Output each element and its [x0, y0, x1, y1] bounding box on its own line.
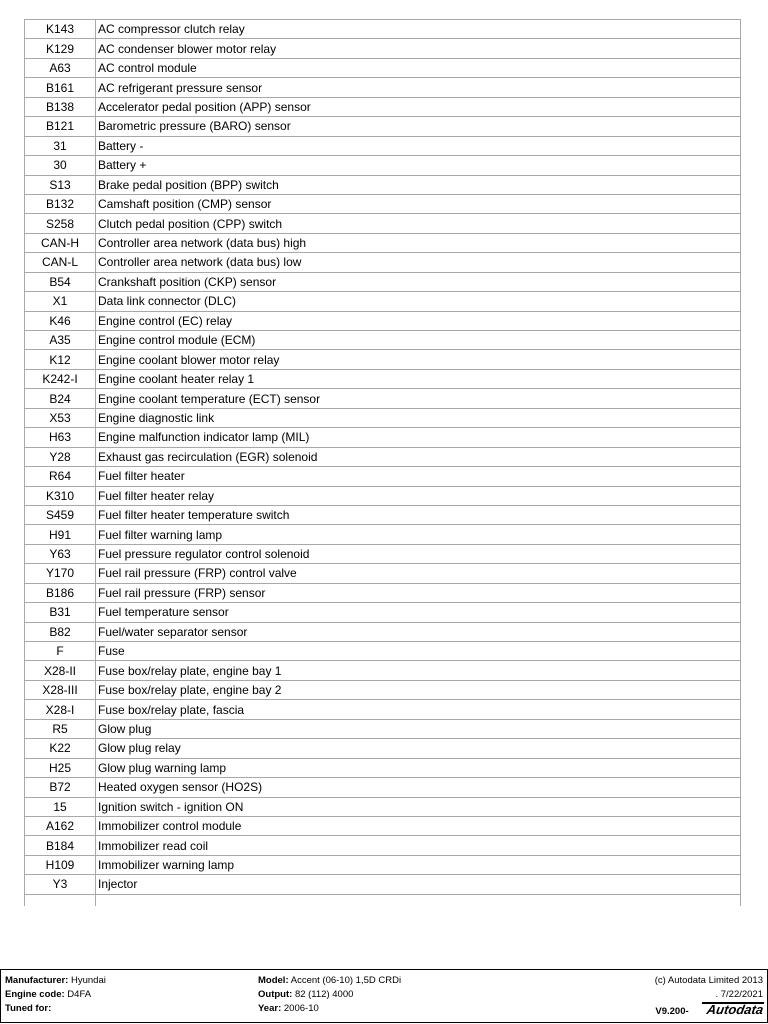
manufacturer-label: Manufacturer:: [5, 975, 69, 986]
component-code: B161: [25, 78, 96, 97]
table-row: [25, 20, 741, 39]
model-value: Accent (06-10) 1,5D CRDi: [290, 975, 402, 986]
footer-publisher-info: [655, 974, 763, 1016]
component-description: Clutch pedal position (CPP) switch: [96, 214, 741, 233]
version-label: V9.200-: [655, 1006, 689, 1017]
table-row: [25, 233, 741, 252]
component-code: X1: [25, 292, 96, 311]
table-row: [25, 39, 741, 58]
component-description: Engine malfunction indicator lamp (MIL): [96, 428, 741, 447]
footer-output: [258, 988, 401, 1002]
component-description: AC refrigerant pressure sensor: [96, 78, 741, 97]
component-description: Fuel filter heater temperature switch: [96, 505, 741, 524]
component-code: Y63: [25, 544, 96, 563]
table-row: [25, 253, 741, 272]
component-code: B31: [25, 603, 96, 622]
table-row: [25, 78, 741, 97]
component-code: B54: [25, 272, 96, 291]
component-code: Y170: [25, 564, 96, 583]
table-row: [25, 136, 741, 155]
component-code: K12: [25, 350, 96, 369]
component-description: Fuse box/relay plate, engine bay 1: [96, 661, 741, 680]
component-code: S258: [25, 214, 96, 233]
component-description: Controller area network (data bus) high: [96, 233, 741, 252]
table-row: [25, 680, 741, 699]
table-row: [25, 622, 741, 641]
table-row: [25, 272, 741, 291]
table-row: [25, 467, 741, 486]
component-description: [96, 894, 741, 906]
component-description: Engine coolant heater relay 1: [96, 369, 741, 388]
component-description: Engine coolant blower motor relay: [96, 350, 741, 369]
component-code: [25, 894, 96, 906]
component-description: Engine control module (ECM): [96, 331, 741, 350]
year-label: Year:: [258, 1003, 282, 1014]
table-row: [25, 816, 741, 835]
component-legend-table: [24, 19, 741, 906]
component-description: Immobilizer control module: [96, 816, 741, 835]
table-row: [25, 331, 741, 350]
component-code: K129: [25, 39, 96, 58]
table-row: [25, 700, 741, 719]
table-row: [25, 214, 741, 233]
component-code: R5: [25, 719, 96, 738]
component-code: B138: [25, 97, 96, 116]
table-row: [25, 389, 741, 408]
component-code: A63: [25, 58, 96, 77]
component-description: Accelerator pedal position (APP) sensor: [96, 97, 741, 116]
table-row: [25, 292, 741, 311]
component-code: S13: [25, 175, 96, 194]
engine-code-value: D4FA: [67, 989, 92, 1000]
table-row: [25, 408, 741, 427]
component-code: B132: [25, 194, 96, 213]
footer-year: [258, 1002, 401, 1016]
year-value: 2006-10: [283, 1003, 319, 1014]
component-description: Fuel filter warning lamp: [96, 525, 741, 544]
engine-code-label: Engine code:: [5, 989, 65, 1000]
component-description: Ignition switch - ignition ON: [96, 797, 741, 816]
table-row: [25, 758, 741, 777]
component-description: Fuel temperature sensor: [96, 603, 741, 622]
table-row: [25, 369, 741, 388]
table-row: [25, 875, 741, 894]
component-description: Exhaust gas recirculation (EGR) solenoid: [96, 447, 741, 466]
component-description: Immobilizer read coil: [96, 836, 741, 855]
model-label: Model:: [258, 975, 289, 986]
table-row: [25, 642, 741, 661]
table-row: [25, 564, 741, 583]
output-label: Output:: [258, 989, 293, 1000]
component-description: Battery -: [96, 136, 741, 155]
footer-vehicle-info: [5, 974, 106, 1016]
table-row: [25, 175, 741, 194]
component-code: B82: [25, 622, 96, 641]
table-row: [25, 194, 741, 213]
component-code: F: [25, 642, 96, 661]
component-code: CAN-L: [25, 253, 96, 272]
component-description: Battery +: [96, 156, 741, 175]
component-code: 30: [25, 156, 96, 175]
component-description: Barometric pressure (BARO) sensor: [96, 117, 741, 136]
component-description: Crankshaft position (CKP) sensor: [96, 272, 741, 291]
component-code: CAN-H: [25, 233, 96, 252]
component-code: X28-II: [25, 661, 96, 680]
footer-version-logo: [655, 1002, 763, 1016]
component-description: AC compressor clutch relay: [96, 20, 741, 39]
component-code: 31: [25, 136, 96, 155]
component-code: K242-I: [25, 369, 96, 388]
table-row: [25, 661, 741, 680]
table-row: [25, 505, 741, 524]
table-row: [25, 447, 741, 466]
component-description: Controller area network (data bus) low: [96, 253, 741, 272]
component-code: H91: [25, 525, 96, 544]
component-description: Engine diagnostic link: [96, 408, 741, 427]
component-description: Glow plug relay: [96, 739, 741, 758]
component-description: Fuel/water separator sensor: [96, 622, 741, 641]
component-description: AC control module: [96, 58, 741, 77]
component-description: Heated oxygen sensor (HO2S): [96, 778, 741, 797]
component-description: Fuel filter heater: [96, 467, 741, 486]
component-description: Fuel pressure regulator control solenoid: [96, 544, 741, 563]
footer-tuned-for: [5, 1002, 106, 1016]
footer-engine-code: [5, 988, 106, 1002]
table-row: [25, 583, 741, 602]
component-code: B121: [25, 117, 96, 136]
component-code: K22: [25, 739, 96, 758]
component-code: B24: [25, 389, 96, 408]
component-code: 15: [25, 797, 96, 816]
component-description: Fuel rail pressure (FRP) sensor: [96, 583, 741, 602]
component-code: H25: [25, 758, 96, 777]
component-description: Fuel rail pressure (FRP) control valve: [96, 564, 741, 583]
component-description: Fuse: [96, 642, 741, 661]
footer-model: [258, 974, 401, 988]
component-code: R64: [25, 467, 96, 486]
autodata-logo: Autodata: [699, 1002, 764, 1016]
table-row: [25, 525, 741, 544]
component-code: Y28: [25, 447, 96, 466]
table-row: [25, 486, 741, 505]
component-description: Camshaft position (CMP) sensor: [96, 194, 741, 213]
table-row: [25, 855, 741, 874]
component-description: Fuse box/relay plate, fascia: [96, 700, 741, 719]
copyright-text: (c) Autodata Limited 2013: [654, 975, 763, 986]
output-value: 82 (112) 4000: [294, 989, 354, 1000]
component-code: A162: [25, 816, 96, 835]
component-code: K310: [25, 486, 96, 505]
component-code: X53: [25, 408, 96, 427]
table-row: [25, 603, 741, 622]
component-code: H109: [25, 855, 96, 874]
tuned-for-label: Tuned for:: [5, 1003, 52, 1014]
print-date: . 7/22/2021: [715, 989, 763, 1000]
component-description: Engine control (EC) relay: [96, 311, 741, 330]
component-code: A35: [25, 331, 96, 350]
table-row: [25, 350, 741, 369]
component-description: Glow plug: [96, 719, 741, 738]
footer-model-info: [258, 974, 401, 1016]
component-code: X28-III: [25, 680, 96, 699]
manufacturer-value: Hyundai: [70, 975, 106, 986]
component-code: H63: [25, 428, 96, 447]
component-description: Injector: [96, 875, 741, 894]
component-description: Fuse box/relay plate, engine bay 2: [96, 680, 741, 699]
table-row: [25, 428, 741, 447]
table-row: [25, 117, 741, 136]
table-row: [25, 544, 741, 563]
footer-manufacturer: [5, 974, 106, 988]
component-description: Immobilizer warning lamp: [96, 855, 741, 874]
component-description: Data link connector (DLC): [96, 292, 741, 311]
component-description: Engine coolant temperature (ECT) sensor: [96, 389, 741, 408]
legend-table-body: [25, 20, 741, 906]
component-code: B186: [25, 583, 96, 602]
table-row: [25, 156, 741, 175]
component-code: K143: [25, 20, 96, 39]
component-code: Y3: [25, 875, 96, 894]
component-description: Brake pedal position (BPP) switch: [96, 175, 741, 194]
component-code: B184: [25, 836, 96, 855]
table-row-continuation: [25, 894, 741, 906]
component-code: S459: [25, 505, 96, 524]
table-row: [25, 739, 741, 758]
table-row: [25, 97, 741, 116]
table-row: [25, 778, 741, 797]
table-row: [25, 311, 741, 330]
component-description: Fuel filter heater relay: [96, 486, 741, 505]
component-code: B72: [25, 778, 96, 797]
table-row: [25, 797, 741, 816]
component-code: X28-I: [25, 700, 96, 719]
document-footer: [0, 969, 768, 1023]
component-code: K46: [25, 311, 96, 330]
table-row: [25, 719, 741, 738]
component-description: AC condenser blower motor relay: [96, 39, 741, 58]
table-row: [25, 836, 741, 855]
table-row: [25, 58, 741, 77]
component-description: Glow plug warning lamp: [96, 758, 741, 777]
